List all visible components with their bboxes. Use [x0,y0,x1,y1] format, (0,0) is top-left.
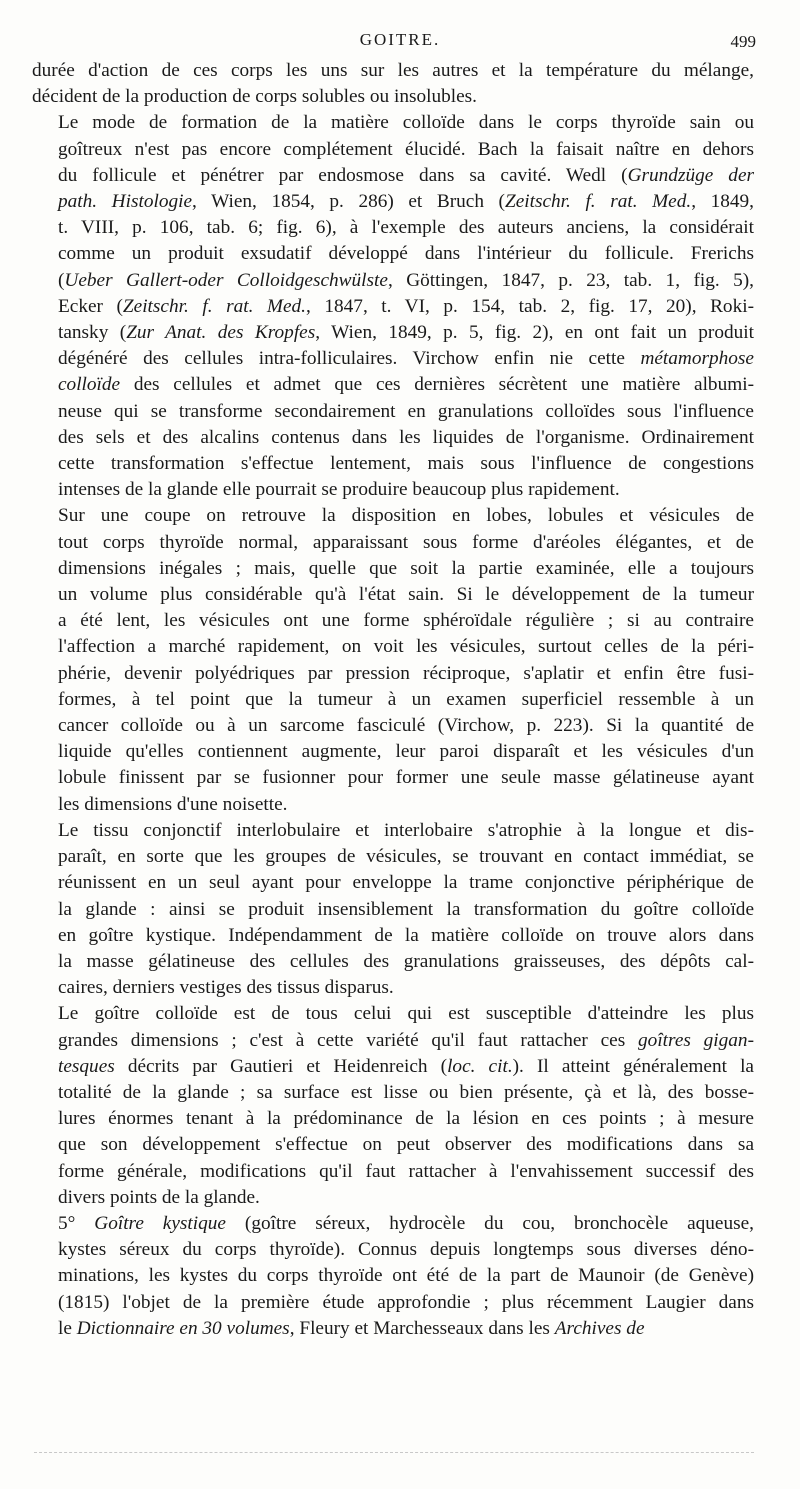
text-line [32,661,754,687]
text-segment: caires, derniers vestiges des tissus disparus. [58,977,394,999]
text-line [32,163,754,189]
paragraph [32,110,754,503]
text-line [32,818,754,844]
text-line [32,923,754,949]
text-segment: 5° [58,1212,95,1234]
text-segment: comme un produit exsudatif développé dans l'intérieur du follicule. Frerichs [58,243,754,265]
text-segment: en goître kystique. Indépendamment de la matière colloïde on trouve alors dans [58,924,754,946]
page-header [0,30,800,56]
italic-text: Zur Anat. des Kropfes [126,322,316,344]
text-line [32,503,754,529]
text-line [32,1054,754,1080]
text-segment: intenses de la glande elle pourrait se produire beaucoup plus rapidement. [58,479,620,501]
text-segment: goîtreux n'est pas encore complétement élucidé. Bach la faisait naître en dehors [58,138,754,160]
text-segment: , Wien, 1854, p. 286) et Bruch ( [192,191,505,213]
text-line [32,189,754,215]
paragraph [32,503,754,817]
text-line [32,58,754,84]
text-segment: la glande : ainsi se produit insensiblement la transformation du goître colloïde [58,898,754,920]
text-line [32,556,754,582]
text-segment: formes, à tel point que la tumeur à un examen superficiel ressemble à un [58,688,754,710]
text-line [32,110,754,136]
text-segment: ). Il atteint généralement la [512,1055,754,1077]
text-segment: kystes séreux du corps thyroïde). Connus depuis longtemps sous diverses déno- [58,1239,754,1261]
text-segment: les dimensions d'une noisette. [58,793,288,815]
text-line [32,241,754,267]
text-segment: minations, les kystes du corps thyroïde ont été de la part de Maunoir (de Genève) [58,1265,754,1287]
text-line [32,687,754,713]
paragraph [32,1001,754,1211]
text-segment: Ecker ( [58,295,123,317]
text-line [32,320,754,346]
text-segment: que son développement s'effectue on peut observer des modifications dans sa [58,1134,754,1156]
text-segment: , Fleury et Marchesseaux dans les [289,1317,555,1339]
text-line [32,1290,754,1316]
text-segment: un volume plus considérable qu'à l'état sain. Si le développement de la tumeur [58,584,754,606]
text-segment: lures énormes tenant à la prédominance de la lésion en ces points ; à mesure [58,1108,754,1130]
text-segment: des sels et des alcalins contenus dans les liquides de l'organisme. Ordinairement [58,426,754,448]
text-segment: l'affection a marché rapidement, on voit les vésicules, surtout celles de la péri- [58,636,754,658]
text-segment: Le mode de formation de la matière colloïde dans le corps thyroïde sain ou [58,112,754,134]
text-segment: durée d'action de ces corps les uns sur les autres et la température du mélange, [32,60,754,81]
text-segment: divers points de la glande. [58,1186,260,1208]
text-segment: cancer colloïde ou à un sarcome fasciculé (Virchow, p. 223). Si la quantité de [58,715,754,737]
text-line [32,634,754,660]
text-line [32,897,754,923]
italic-text: Grundzüge der [627,164,755,186]
text-line [32,399,754,425]
text-line [32,713,754,739]
text-line [32,844,754,870]
text-line [32,739,754,765]
page-number: 499 [730,32,756,51]
text-line [32,608,754,634]
text-line [32,1106,754,1132]
italic-text: Ueber Gallert-oder Colloidgeschwülste [64,269,388,291]
text-line [32,268,754,294]
text-line [32,1185,754,1211]
text-line [32,765,754,791]
text-segment: t. VIII, p. 106, tab. 6; fig. 6), à l'exemple des auteurs anciens, la considérait [58,217,754,239]
text-line [32,137,754,163]
text-line [32,870,754,896]
text-line [32,1028,754,1054]
text-segment: a été lent, les vésicules ont une forme sphéroïdale régulière ; si au contraire [58,610,754,632]
text-segment: la masse gélatineuse des cellules des granulations graisseuses, des dépôts cal- [58,950,754,972]
text-segment: (goître séreux, hydrocèle du cou, bronchocèle aqueuse, [225,1212,754,1234]
paragraph [32,818,754,1001]
text-line [32,215,754,241]
text-line [32,372,754,398]
text-segment: phérie, devenir polyédriques par pression réciproque, s'aplatir et enfin être fusi- [58,662,754,684]
text-segment: décrits par Gautieri et Heidenreich ( [114,1055,448,1077]
text-line [32,1316,754,1342]
italic-text: Zeitschr. f. rat. Med. [504,191,692,213]
text-line [32,975,754,1001]
text-segment: lobule finissent par se fusionner pour former une seule masse gélatineuse ayant [58,767,754,789]
text-line [32,1237,754,1263]
text-line [32,425,754,451]
text-line [32,582,754,608]
text-segment: réunissent en un seul ayant pour enveloppe la trame conjonctive périphérique de [58,872,754,894]
italic-text: tesques [58,1055,115,1077]
italic-text: goîtres gigan- [638,1029,754,1051]
italic-text: Archives de [554,1317,645,1339]
italic-text: Dictionnaire en 30 volumes [76,1317,290,1339]
text-segment: (1815) l'objet de la première étude approfondie ; plus récemment Laugier dans [58,1291,754,1313]
italic-text: Goître kystique [94,1212,226,1234]
text-line [32,84,754,110]
text-segment: Le goître colloïde est de tous celui qui est susceptible d'atteindre les plus [58,1003,754,1025]
text-line [32,346,754,372]
text-line [32,294,754,320]
text-segment: Le tissu conjonctif interlobulaire et interlobaire s'atrophie à la longue et dis- [58,819,754,841]
running-title: GOITRE. [359,30,441,49]
text-segment: cette transformation s'effectue lentement, mais sous l'influence de congestions [58,453,754,475]
text-segment: , 1849, [691,191,754,213]
text-segment: tansky ( [58,322,127,344]
text-line [32,477,754,503]
paragraph [32,1211,754,1342]
text-segment: du follicule et pénétrer par endosmose dans sa cavité. Wedl ( [58,164,628,186]
text-segment: liquide qu'elles contiennent augmente, leur paroi disparaît et les vésicules d'un [58,741,754,763]
text-segment: tout corps thyroïde normal, apparaissant sous forme d'aréoles élégantes, et de [58,531,754,553]
text-line [32,792,754,818]
text-line [32,1159,754,1185]
text-line [32,530,754,556]
text-line [32,1132,754,1158]
text-segment: des cellules et admet que ces dernières sécrètent une matière albumi- [120,374,754,396]
text-segment: totalité de la glande ; sa surface est lisse ou bien présente, çà et là, des bosse- [58,1081,754,1103]
italic-text: path. Histologie [58,191,193,213]
italic-text: métamorphose [640,348,754,370]
paragraph [32,58,754,110]
text-segment: forme générale, modifications qu'il faut rattacher à l'envahissement successif des [58,1160,754,1182]
text-line [32,451,754,477]
text-segment: dimensions inégales ; mais, quelle que soit la partie examinée, elle a toujours [58,557,754,579]
text-segment: paraît, en sorte que les groupes de vésicules, se trouvant en contact immédiat, se [58,846,754,868]
page-bottom-rule [34,1452,754,1454]
text-line [32,1001,754,1027]
text-line [32,949,754,975]
text-segment: neuse qui se transforme secondairement en granulations colloïdes sous l'influence [58,400,754,422]
text-segment: grandes dimensions ; c'est à cette variété qu'il faut rattacher ces [58,1029,639,1051]
text-segment: , Wien, 1849, p. 5, fig. 2), en ont fait un produit [315,322,754,344]
text-segment: Sur une coupe on retrouve la disposition en lobes, lobules et vésicules de [58,505,754,527]
text-line [32,1211,754,1237]
text-segment: , 1847, t. VI, p. 154, tab. 2, fig. 17, 20), Roki- [306,295,754,317]
text-segment: , Göttingen, 1847, p. 23, tab. 1, fig. 5), [387,269,754,291]
body-text [32,58,754,1342]
text-segment: ( [58,269,65,291]
text-line [32,1080,754,1106]
italic-text: colloïde [58,374,121,396]
text-segment: dégénéré des cellules intra-folliculaires. Virchow enfin nie cette [58,348,641,370]
text-line [32,1263,754,1289]
italic-text: loc. cit. [447,1055,513,1077]
italic-text: Zeitschr. f. rat. Med. [122,295,307,317]
text-segment: le [58,1317,77,1339]
text-segment: décident de la production de corps solubles ou insolubles. [32,86,477,108]
